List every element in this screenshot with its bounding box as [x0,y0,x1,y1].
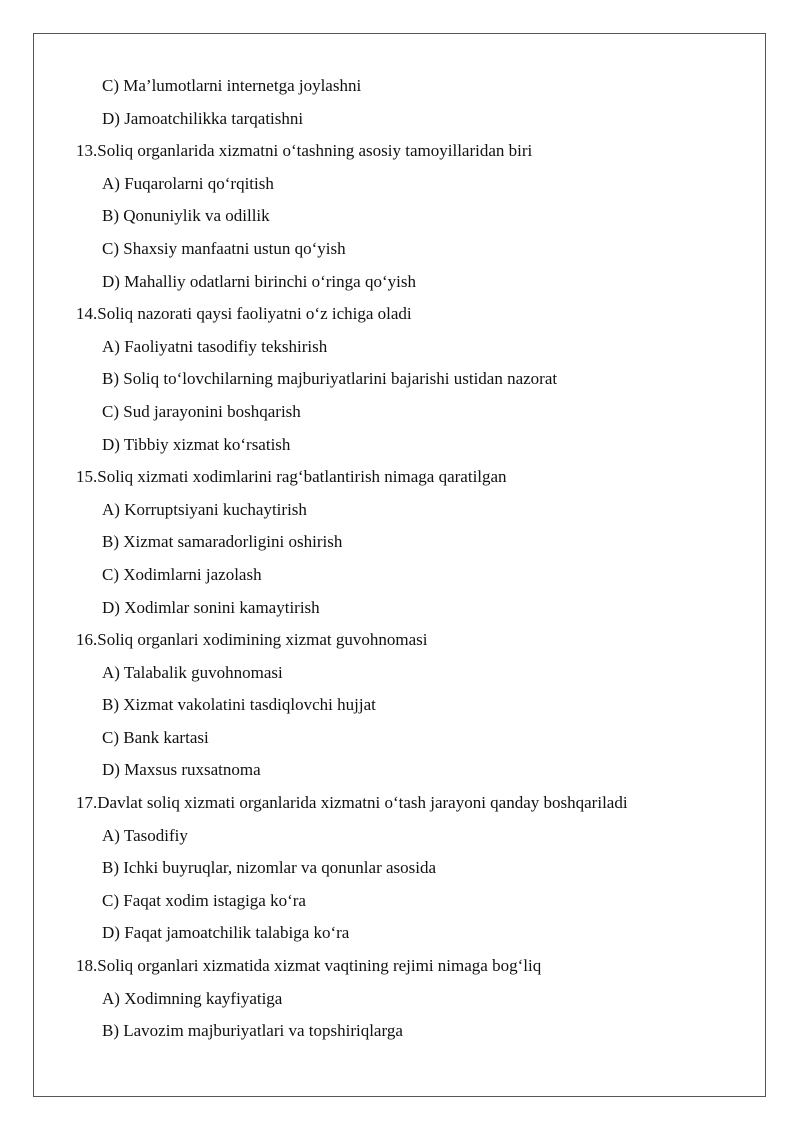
question-17: 17.Davlat soliq xizmati organlarida xizmatni o‘tash jarayoni qanday boshqariladi [76,793,628,813]
question-14: 14.Soliq nazorati qaysi faoliyatni o‘z ichiga oladi [76,304,412,324]
option-text: C) Bank kartasi [102,727,209,747]
option-text: C) Faqat xodim istagiga ko‘ra [102,890,306,910]
option-text: A) Faoliyatni tasodifiy tekshirish [102,336,328,356]
question-18: 18.Soliq organlari xizmatida xizmat vaqtining rejimi nimaga bog‘liq [76,956,542,976]
option-text: B) Lavozim majburiyatlari va topshiriqlarga [102,1021,403,1041]
option-text: A) Fuqarolarni qo‘rqitish [102,173,274,193]
option-text: A) Talabalik guvohnomasi [102,662,283,682]
option-text: A) Tasodifiy [102,825,188,845]
option-text: B) Xizmat vakolatini tasdiqlovchi hujjat [102,695,376,715]
option-text: D) Xodimlar sonini kamaytirish [102,597,320,617]
option-text: C) Sud jarayonini boshqarish [102,401,301,421]
question-15: 15.Soliq xizmati xodimlarini rag‘batlantirish nimaga qaratilgan [76,467,507,487]
option-text: D) Jamoatchilikka tarqatishni [102,108,304,128]
question-13: 13.Soliq organlarida xizmatni o‘tashning asosiy tamoyillaridan biri [76,141,533,161]
option-text: B) Soliq to‘lovchilarning majburiyatlarini bajarishi ustidan nazorat [102,369,558,389]
option-text: D) Faqat jamoatchilik talabiga ko‘ra [102,923,350,943]
option-text: A) Xodimning kayfiyatiga [102,988,283,1008]
option-text: B) Ichki buyruqlar, nizomlar va qonunlar asosida [102,858,437,878]
option-text: C) Xodimlarni jazolash [102,564,262,584]
document-body [0,70,800,1048]
question-16: 16.Soliq organlari xodimining xizmat guvohnomasi [76,630,428,650]
option-text: B) Qonuniylik va odillik [102,206,270,226]
option-text: C) Ma’lumotlarni internetga joylashni [102,76,362,95]
option-text: A) Korruptsiyani kuchaytirish [102,499,307,519]
option-text: D) Maxsus ruxsatnoma [102,760,261,780]
option-text: C) Shaxsiy manfaatni ustun qo‘yish [102,238,346,258]
option-text: B) Xizmat samaradorligini oshirish [102,532,343,552]
option-text: D) Tibbiy xizmat ko‘rsatish [102,434,291,454]
option-text: D) Mahalliy odatlarni birinchi o‘ringa qo‘yish [102,271,416,291]
